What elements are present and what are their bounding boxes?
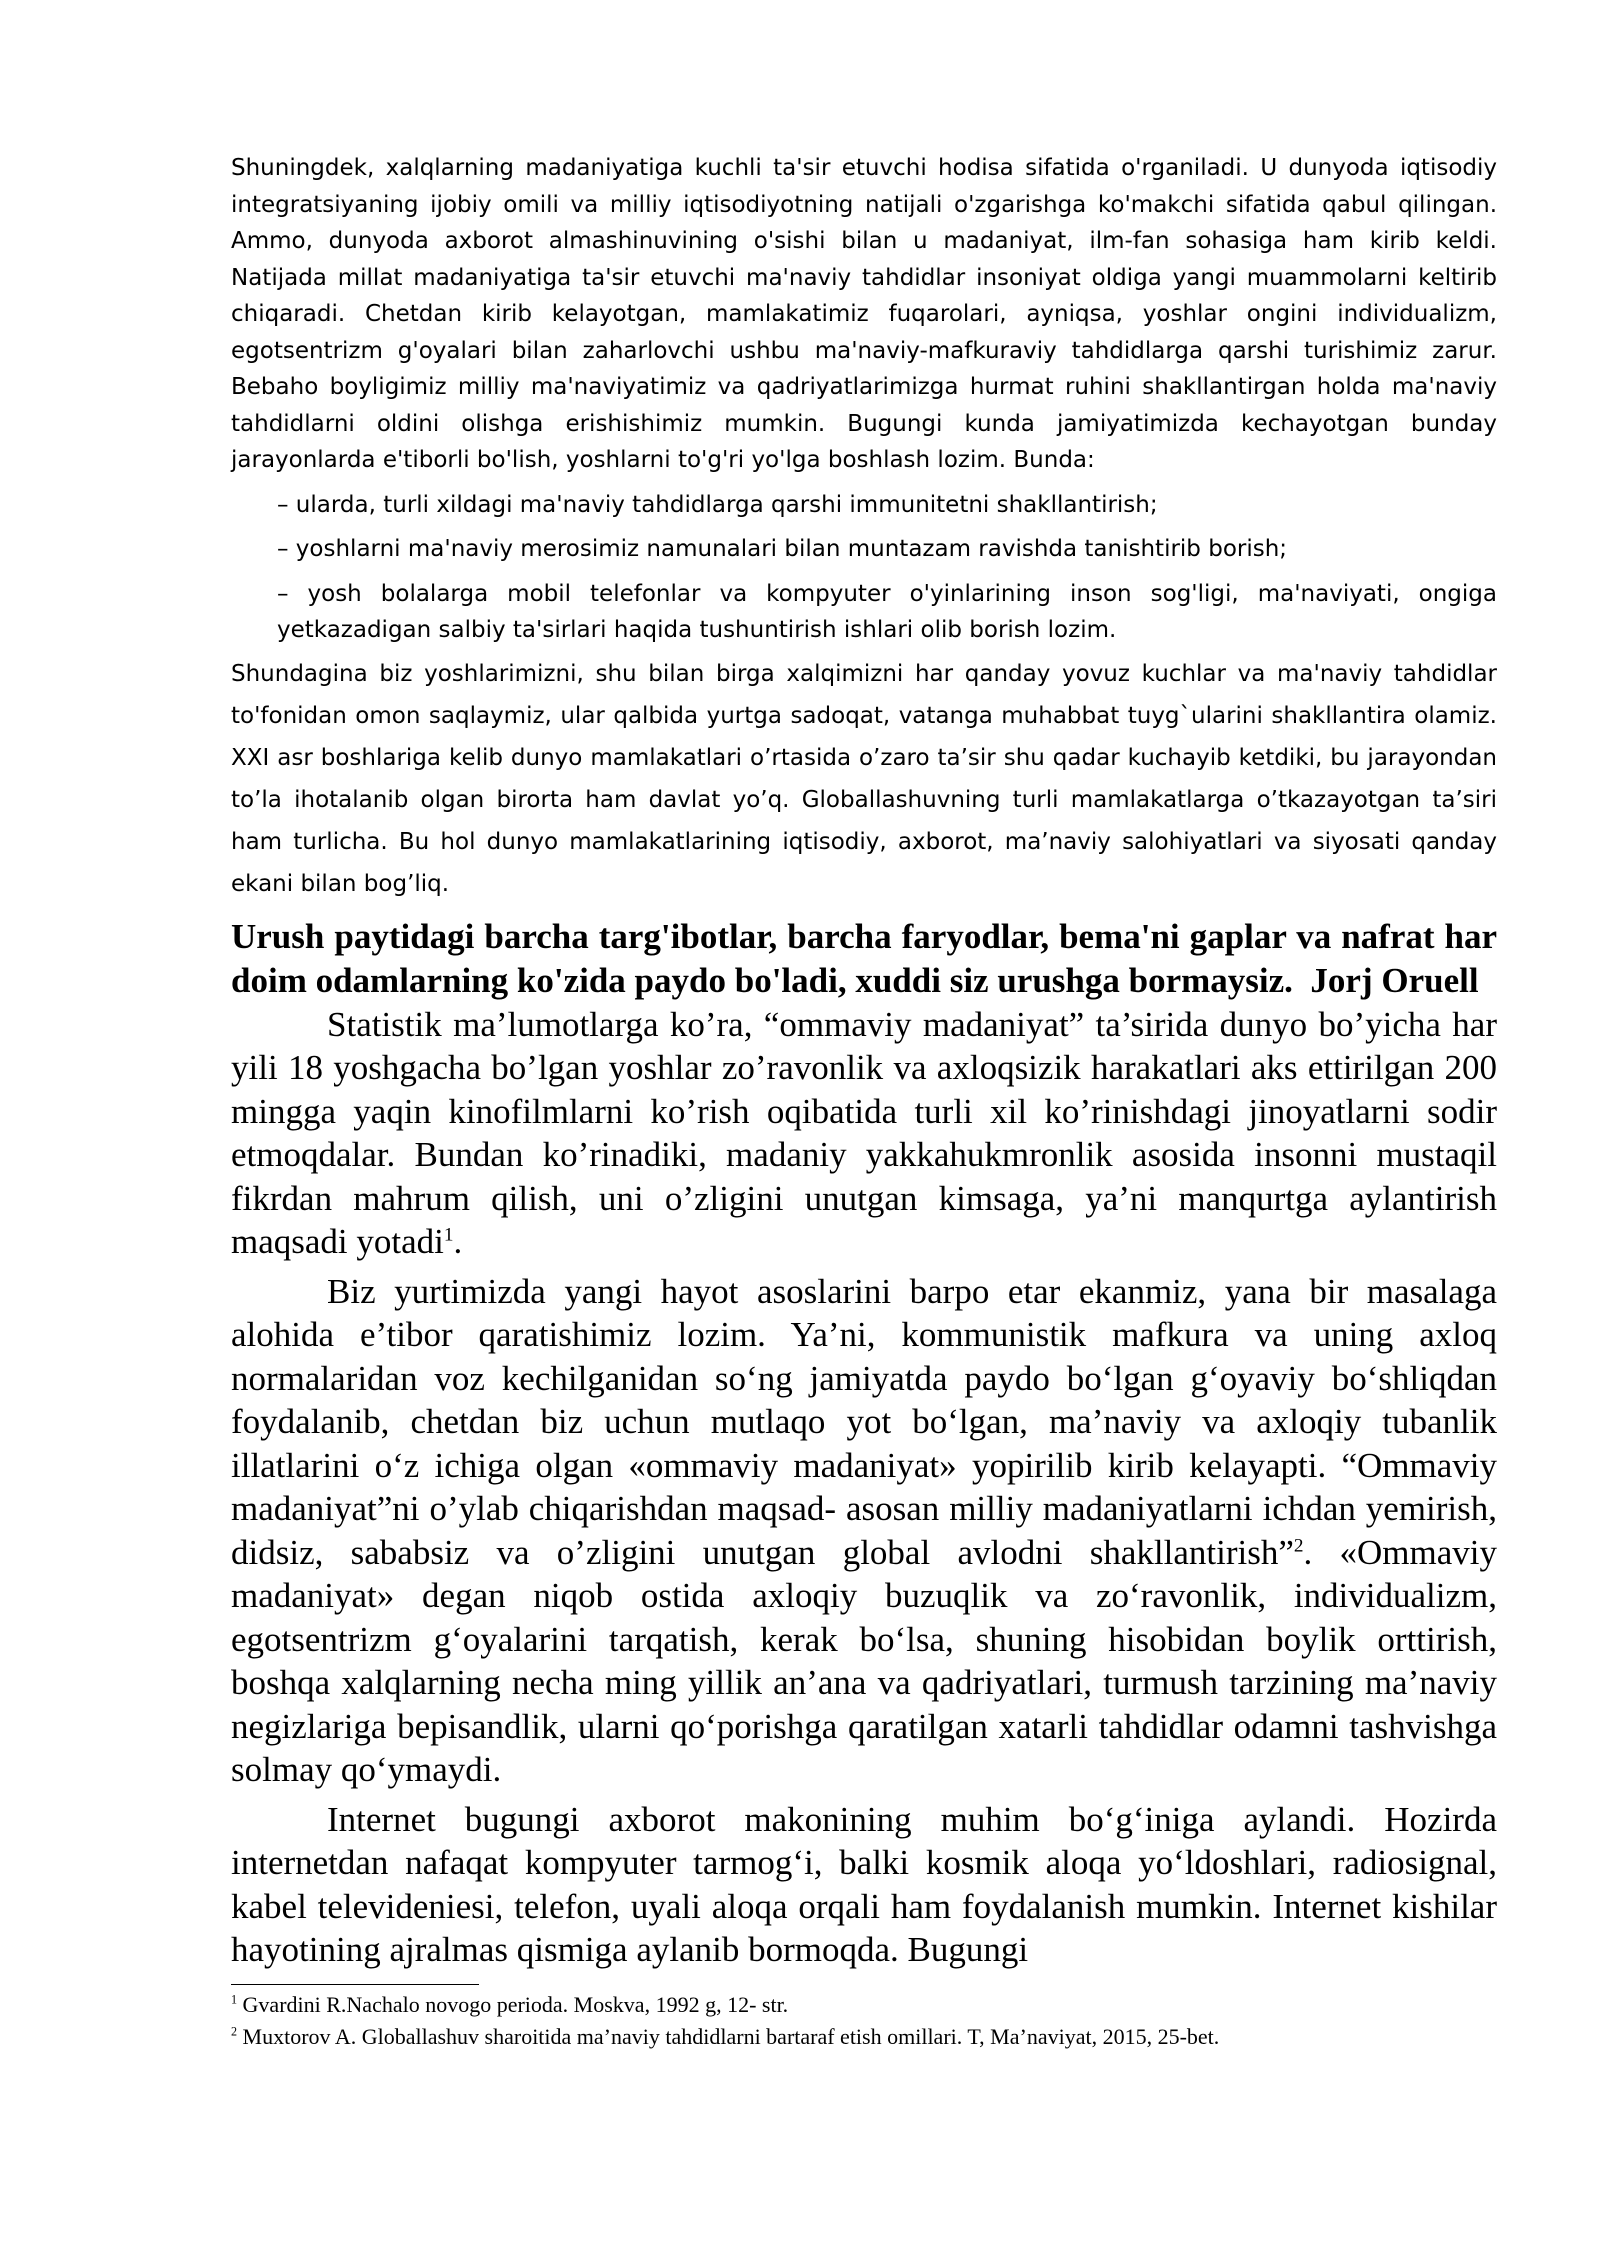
list-item: – yoshlarni ma'naviy merosimiz namunalari bilan muntazam ravishda tanishtirib borish; (277, 536, 1288, 562)
footnote-text: Muxtorov A. Globallashuv sharoitida ma’naviy tahdidlarni bartaraf etish omillari. T, Ma’naviyat, 2015, 25-bet. (237, 2023, 1220, 2049)
intro-paragraph: Shuningdek, xalqlarning madaniyatiga kuchli ta'sir etuvchi hodisa sifatida o'rganiladi. U dunyoda iqtisodiy integratsiyaning ijobiy omili va milliy iqtisodiyotning natijali o'zgarishga ko'makchi sifatida qabul qilingan. Ammo, dunyoda axborot almashinuvining o'sishi bilan u madaniyat, ilm-fan sohasiga ham kirib keldi. Natijada millat madaniyatiga ta'sir etuvchi ma'naviy tahdidlar insoniyat oldiga yangi muammolarni keltirib chiqaradi. Chetdan kirib kelayotgan, mamlakatimiz fuqarolari, ayniqsa, yoshlar ongini individualizm, egotsentrizm g'oyalari bilan zaharlovchi ushbu ma'naviy-mafkuraviy tahdidlarga qarshi turishimiz zarur. Bebaho boyligimiz milliy ma'naviyatimiz va qadriyatlarimizga hurmat ruhini shakllantirgan holda ma'naviy tahdidlarni oldini olishga erishishimiz mumkin. Bugungi kunda jamiyatimizda kechayotgan bunday jarayonlarda e'tiborli bo'lish, yoshlarni to'g'ri yo'lga boshlash lozim. Bunda: (231, 155, 1497, 473)
paragraph-text: Biz yurtimizda yangi hayot asoslarini barpo etar ekanmiz, yana bir masalaga alohida e’tibor qaratishimiz lozim. Ya’ni, kommunistik mafkura va uning axloq normalaridan voz kechilganidan so‘ng jamiyatda paydo bo‘lgan g‘oyaviy bo‘shliqdan foydalanib, chetdan biz uchun mutlaqo yot bo‘lgan, ma’naviy va axloqiy tubanlik illatlarini o‘z ichiga olgan «ommaviy madaniyat» yopirilib kirib kelayapti. “Ommaviy madaniyat”ni o’ylab chiqarishdan maqsad- asosan milliy madaniyatlarni ichdan yemirish, didsiz, sababsiz va o’zligini unutgan global avlodni shakllantirish” (231, 1271, 1497, 1572)
body-paragraph-statistics (231, 1003, 1497, 1264)
quote-author: Jorj Oruell (1310, 960, 1479, 1000)
paragraph-text: Statistik ma’lumotlarga ko’ra, “ommaviy madaniyat” ta’sirida dunyo bo’yicha har yili 18 yoshgacha bo’lgan yoshlar zo’ravonlik va axloqsizik harakatlari aks ettirilgan 200 mingga yaqin kinofilmlarni ko’rish oqibatida turli xil ko’rinishdagi jinoyatlarni sodir etmoqdalar. Bundan ko’rinadiki, madaniy yakkahukmronlik asosida insonni mustaqil fikrdan mahrum qilish, uni o’zligini unutgan kimsaga, ya’ni manqurtga aylantirish maqsadi yotadi (231, 1004, 1497, 1261)
document-page (231, 150, 1497, 2053)
footnote (231, 2021, 1497, 2053)
footnote (231, 1989, 1497, 2021)
list-item: – ularda, turli xildagi ma'naviy tahdidlarga qarshi immunitetni shakllantirish; (277, 491, 1158, 518)
conclusion-paragraph: Shundagina biz yoshlarimizni, shu bilan birga xalqimizni har qanday yovuz kuchlar va ma'naviy tahdidlar to'fonidan omon saqlaymiz, ular qalbida yurtga sadoqat, vatanga muhabbat tuyg`ularini shakllantira olamiz. XXI asr boshlariga kelib dunyo mamlakatlari o’rtasida o’zaro ta’sir shu qadar kuchayib ketdiki, bu jarayondan to’la ihotalanib olgan birorta ham davlat yo’q. Globallashuvning turli mamlakatlarga o’tkazayotgan ta’siri ham turlicha. Bu hol dunyo mamlakatlarining iqtisodiy, axborot, ma’naviy salohiyatlari va siyosati qanday ekani bilan bog’liq. (231, 660, 1497, 897)
footnote-text: Gvardini R.Nachalo novogo perioda. Moskva, 1992 g, 12- str. (237, 1991, 789, 2017)
body-paragraph-internet: Internet bugungi axborot makonining muhim bo‘g‘iniga aylandi. Hozirda internetdan nafaqat kompyuter tarmog‘i, balki kosmik aloqa yo‘ldoshlari, radiosignal, kabel televideniesi, telefon, uyali aloqa orqali ham foydalanish mumkin. Internet kishilar hayotining ajralmas qismiga aylanib bormoqda. Bugungi (231, 1799, 1497, 1969)
epigraph-quote (231, 915, 1497, 1003)
footnote-number: 2 (231, 2024, 238, 2039)
footnote-reference[interactable]: 2 (1293, 1534, 1304, 1556)
paragraph-text: . «Ommaviy madaniyat» degan niqob ostida axloqiy buzuqlik va zo‘ravonlik, individualizm, egotsentrizm g‘oyalarini tarqatish, kerak bo‘lsa, shuning hisobidan boylik orttirish, boshqa xalqlarning necha ming yillik an’ana va qadriyatlari, turmush tarzining ma’naviy negizlariga bepisandlik, ularni qo‘porishga qaratilgan xatarli tahdidlar odamni tashvishga solmay qo‘ymaydi. (231, 1532, 1497, 1789)
footnote-divider (231, 1984, 479, 1985)
measures-list (231, 487, 1497, 649)
quote-text: Urush paytidagi barcha targ'ibotlar, barcha faryodlar, bema'ni gaplar va nafrat har doim odamlarning ko'zida paydo bo'ladi, xuddi siz urushga bormaysiz. (231, 916, 1497, 1000)
footnote-number: 1 (231, 1992, 238, 2007)
list-item: – yosh bolalarga mobil telefonlar va kompyuter o'yinlarining inson sog'ligi, ma'naviyati, ongiga yetkazadigan salbiy ta'sirlari haqida tushuntirish ishlari olib borish lozim. (277, 580, 1497, 643)
paragraph-end: . (453, 1222, 463, 1261)
footnote-reference[interactable]: 1 (443, 1224, 454, 1246)
body-paragraph-mass-culture (231, 1270, 1497, 1792)
